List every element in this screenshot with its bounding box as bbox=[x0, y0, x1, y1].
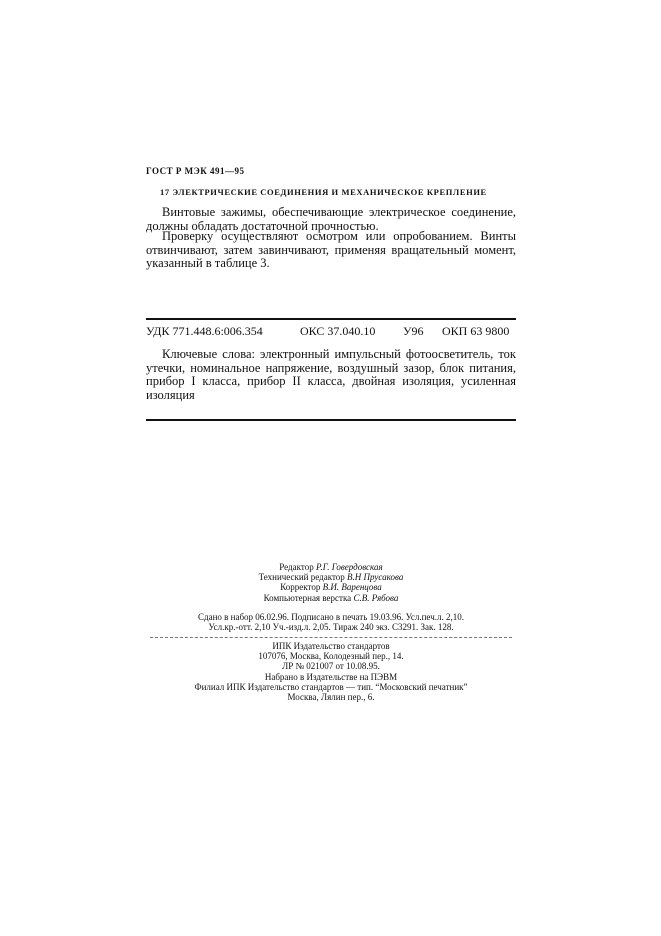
press-line-5: Филиал ИПК Издательство стандартов — тип. “Московский печатник” bbox=[194, 681, 468, 692]
group-code: У96 bbox=[403, 324, 424, 338]
press-line-2: 107076, Москва, Колодезный пер., 14. bbox=[258, 651, 404, 662]
editorial-credits bbox=[146, 562, 516, 603]
editor-label: Редактор bbox=[279, 562, 314, 572]
keywords-paragraph bbox=[146, 348, 516, 402]
corrector-line bbox=[146, 582, 516, 592]
bottom-rule bbox=[146, 419, 516, 421]
editor-line bbox=[146, 562, 516, 572]
top-rule bbox=[146, 318, 516, 320]
section-paragraph-2-text: Проверку осуществляют осмотром или опробованием. Винты отвинчивают, затем завинчивают, применяя вращательный момент, указанный в таблице 3. bbox=[146, 229, 516, 271]
layout-label: Компьютерная верстка bbox=[263, 592, 352, 603]
corrector-label: Корректор bbox=[280, 582, 321, 593]
tech-editor-line bbox=[146, 572, 516, 582]
corrector-name: В.И. Варенцова bbox=[322, 582, 382, 593]
oks-code: ОКС 37.040.10 bbox=[300, 324, 376, 338]
okp-code: ОКП 63 9800 bbox=[442, 324, 510, 338]
press-line-3: ЛР № 021007 от 10.08.95. bbox=[282, 661, 380, 672]
standard-code: ГОСТ Р МЭК 491—95 bbox=[146, 166, 245, 176]
tech-editor-name: В.Н Прусакова bbox=[347, 572, 404, 583]
pub-line-2: Усл.кр.-отт. 2,10 Уч.-изд.л. 2,05. Тираж 240 экз. С3291. Зак. 128. bbox=[208, 622, 454, 633]
pub-line-1: Сдано в набор 06.02.96. Подписано в печать 19.03.96. Усл.печ.л. 2,10. bbox=[198, 612, 464, 622]
press-line-6: Москва, Лялин пер., 6. bbox=[287, 692, 375, 703]
imprint-divider bbox=[150, 637, 512, 638]
layout-name: С.В. Рябова bbox=[353, 592, 399, 603]
layout-line bbox=[146, 593, 516, 603]
section-title: 17 ЭЛЕКТРИЧЕСКИЕ СОЕДИНЕНИЯ И МЕХАНИЧЕСКОЕ КРЕПЛЕНИЕ bbox=[160, 187, 487, 197]
udk-code: УДК 771.448.6:006.354 bbox=[146, 324, 263, 338]
tech-editor-label: Технический редактор bbox=[258, 572, 345, 583]
section-paragraph-1-text: Винтовые зажимы, обеспечивающие электрическое соединение, должны обладать достаточной прочностью. bbox=[146, 205, 516, 233]
press-line-4: Набрано в Издательстве на ПЭВМ bbox=[264, 671, 398, 682]
printing-details bbox=[146, 641, 516, 702]
publication-details bbox=[146, 612, 516, 632]
editor-name: Р.Г. Говердовская bbox=[315, 562, 383, 572]
keywords-text: Ключевые слова: электронный импульсный фотоосветитель, ток утечки, номинальное напряжение, воздушный зазор, блок питания, прибор I класса, прибор II класса, двойная изоляция, усиленная изоляция bbox=[146, 347, 516, 402]
press-line-1: ИПК Издательство стандартов bbox=[272, 641, 390, 651]
section-paragraph-2 bbox=[146, 230, 516, 271]
